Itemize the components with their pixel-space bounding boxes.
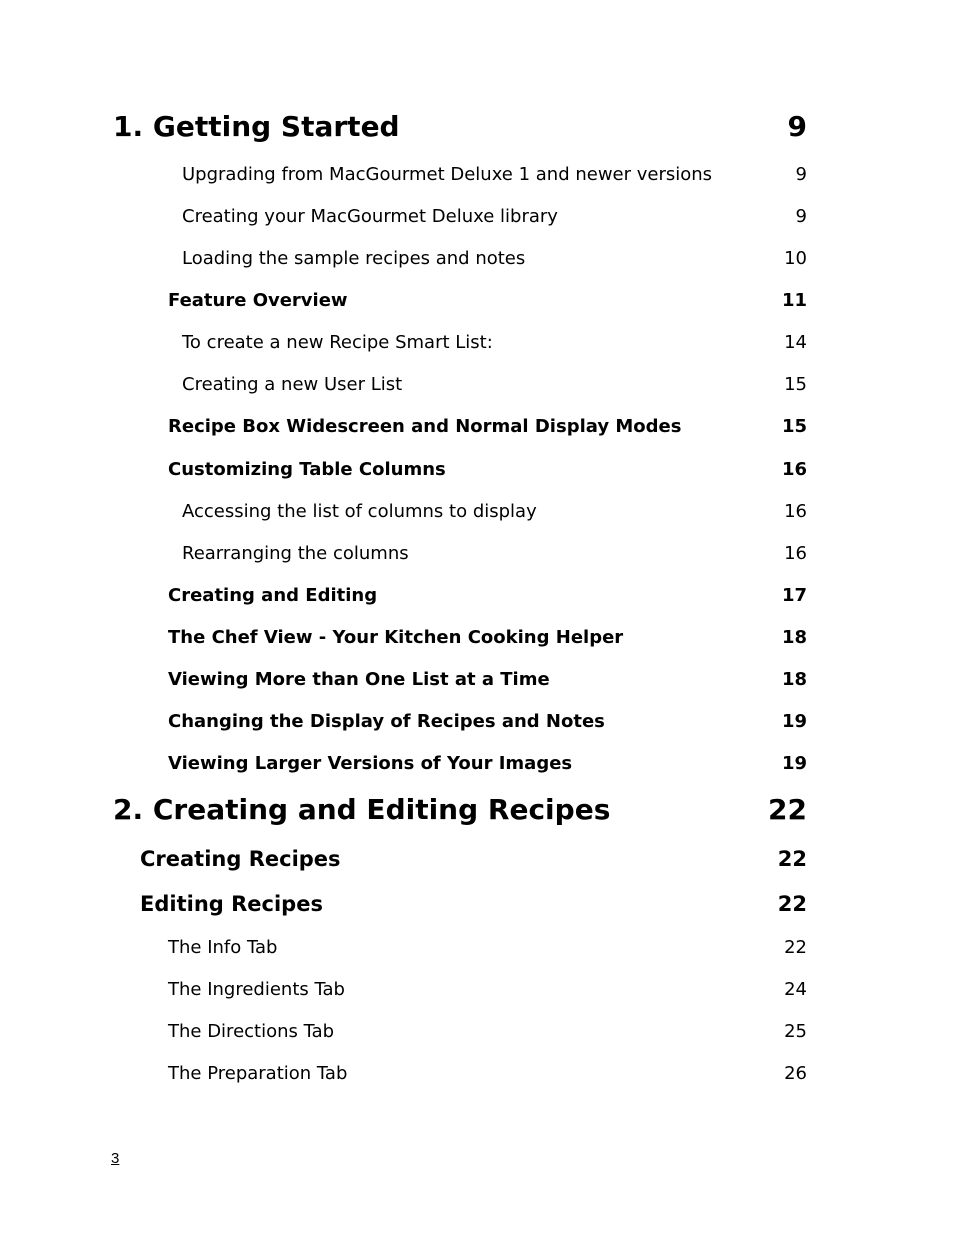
toc-entry-title: Feature Overview: [168, 290, 348, 311]
toc-entry-title: Creating a new User List: [182, 374, 403, 395]
toc-entry-title: 1. Getting Started: [113, 110, 400, 143]
toc-entry-title: Rearranging the columns: [182, 543, 409, 564]
toc-entry-page: 16: [784, 501, 807, 522]
toc-entry[interactable]: [182, 164, 807, 185]
toc-section[interactable]: [168, 585, 807, 606]
toc-entry[interactable]: [182, 543, 807, 564]
toc-entry-page: 19: [781, 711, 807, 732]
toc-section[interactable]: [168, 669, 807, 690]
toc-entry-page: 14: [784, 332, 807, 353]
toc-entry-title: Editing Recipes: [140, 892, 323, 916]
toc-entry-page: 19: [781, 753, 807, 774]
toc-entry[interactable]: [182, 374, 807, 395]
toc-entry-title: The Info Tab: [168, 937, 278, 958]
toc-entry-title: The Preparation Tab: [168, 1063, 348, 1084]
toc-entry-title: Accessing the list of columns to display: [182, 501, 537, 522]
toc-entry-page: 18: [781, 627, 807, 648]
toc-entry[interactable]: [168, 937, 807, 958]
toc-entry-page: 17: [781, 585, 807, 606]
toc-entry-title: 2. Creating and Editing Recipes: [113, 793, 611, 826]
toc-entry[interactable]: [182, 206, 807, 227]
toc-entry-page: 22: [777, 847, 807, 871]
toc-entry-title: Loading the sample recipes and notes: [182, 248, 526, 269]
toc-entry-page: 15: [784, 374, 807, 395]
toc-entry[interactable]: [182, 501, 807, 522]
toc-entry-title: Creating and Editing: [168, 585, 378, 606]
toc-entry-title: Upgrading from MacGourmet Deluxe 1 and newer versions: [182, 164, 713, 185]
toc-entry-title: Recipe Box Widescreen and Normal Display Modes: [168, 416, 682, 437]
toc-entry[interactable]: [168, 1063, 807, 1084]
toc-entry-page: 18: [781, 669, 807, 690]
toc-section[interactable]: [168, 753, 807, 774]
toc-section[interactable]: [168, 711, 807, 732]
toc-section[interactable]: [168, 290, 807, 311]
toc-entry-page: 10: [784, 248, 807, 269]
toc-chapter-getting-started[interactable]: [113, 110, 807, 143]
toc-entry-page: 26: [784, 1063, 807, 1084]
toc-chapter-creating-and-editing-recipes[interactable]: [113, 793, 807, 826]
toc-entry[interactable]: [182, 248, 807, 269]
toc-entry-title: The Chef View - Your Kitchen Cooking Helper: [168, 627, 624, 648]
toc-section-main[interactable]: [140, 892, 807, 916]
toc-entry-title: The Directions Tab: [168, 1021, 335, 1042]
toc-entry-page: 22: [777, 892, 807, 916]
toc-entry[interactable]: [168, 1021, 807, 1042]
toc-section[interactable]: [168, 416, 807, 437]
toc-entry-title: The Ingredients Tab: [168, 979, 345, 1000]
toc-entry-title: Viewing More than One List at a Time: [168, 669, 550, 690]
toc-entry-page: 9: [795, 206, 807, 227]
toc-entry-title: To create a new Recipe Smart List:: [182, 332, 493, 353]
toc-section[interactable]: [168, 459, 807, 480]
toc-entry-title: Viewing Larger Versions of Your Images: [168, 753, 573, 774]
toc-entry-title: Customizing Table Columns: [168, 459, 446, 480]
toc-entry-page: 22: [768, 793, 807, 826]
toc-entry-page: 15: [781, 416, 807, 437]
toc-entry[interactable]: [168, 979, 807, 1000]
toc-entry-page: 9: [787, 110, 807, 143]
toc-entry-page: 25: [784, 1021, 807, 1042]
toc-section-main[interactable]: [140, 847, 807, 871]
toc-entry[interactable]: [182, 332, 807, 353]
toc-section[interactable]: [168, 627, 807, 648]
toc-entry-page: 16: [781, 459, 807, 480]
page-number[interactable]: 3: [111, 1150, 120, 1167]
toc-entry-page: 16: [784, 543, 807, 564]
toc-entry-page: 24: [784, 979, 807, 1000]
toc-entry-title: Changing the Display of Recipes and Notes: [168, 711, 605, 732]
toc-entry-page: 11: [781, 290, 807, 311]
toc-entry-page: 22: [784, 937, 807, 958]
toc-entry-title: Creating Recipes: [140, 847, 341, 871]
toc-entry-page: 9: [795, 164, 807, 185]
toc-entry-title: Creating your MacGourmet Deluxe library: [182, 206, 558, 227]
